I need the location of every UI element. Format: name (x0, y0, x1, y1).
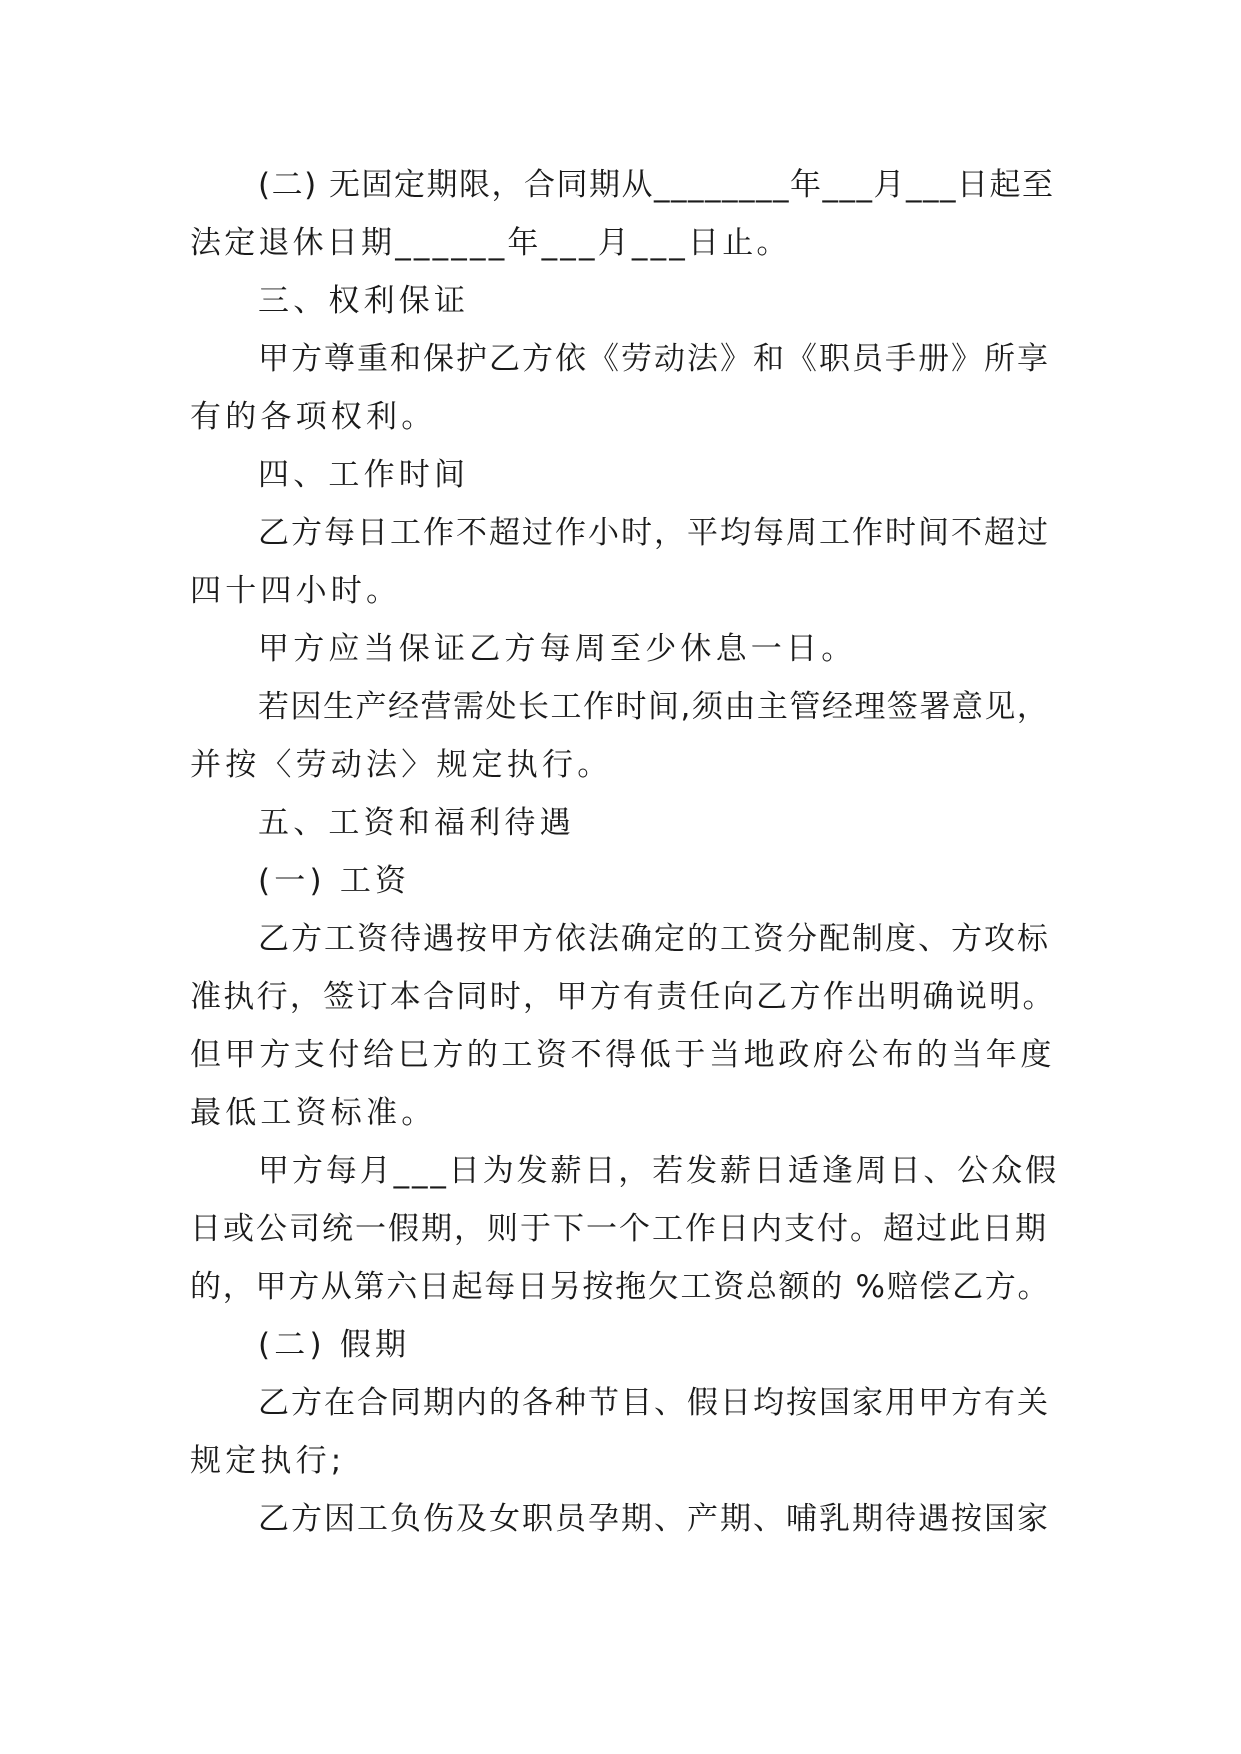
subsection-heading: (一) 工资 (258, 863, 411, 899)
paragraph-line: 乙方工资待遇按甲方依法确定的工资分配制度、方攻标 (258, 921, 1050, 957)
subsection-heading: (二) 假期 (258, 1327, 411, 1363)
paragraph-line: 甲方尊重和保护乙方依《劳动法》和《职员手册》所享 (258, 341, 1050, 377)
paragraph-line: 若因生产经营需处长工作时间,须由主管经理签署意见， (258, 689, 1050, 725)
paragraph-line: 四十四小时。 (190, 573, 402, 609)
paragraph-line: 甲方每月___日为发薪日，若发薪日适逢周日、公众假 (258, 1153, 1059, 1189)
paragraph-line: 有的各项权利。 (190, 399, 437, 435)
section-heading: 五、工资和福利待遇 (258, 805, 575, 841)
paragraph-line: 最低工资标准。 (190, 1095, 437, 1131)
paragraph-line: 日或公司统一假期，则于下一个工作日内支付。超过此日期 (190, 1211, 1048, 1247)
paragraph-line: 法定退休日期______年___月___日止。 (190, 225, 791, 261)
section-heading: 四、工作时间 (258, 457, 470, 493)
paragraph-line: 甲方应当保证乙方每周至少休息一日。 (258, 631, 857, 667)
section-heading: 三、权利保证 (258, 283, 470, 319)
paragraph-line: 准执行，签订本合同时，甲方有责任向乙方作出明确说明。 (190, 979, 1056, 1015)
paragraph-line: 规定执行; (190, 1443, 346, 1479)
paragraph-line: 并按〈劳动法〉规定执行。 (190, 747, 613, 783)
paragraph-line: 乙方因工负伤及女职员孕期、产期、哺乳期待遇按国家 (258, 1501, 1050, 1537)
paragraph-line: 的，甲方从第六日起每日另按拖欠工资总额的 %赔偿乙方。 (190, 1269, 1051, 1305)
paragraph-line: 但甲方支付给巳方的工资不得低于当地政府公布的当年度 (190, 1037, 1055, 1073)
paragraph-line: 乙方每日工作不超过作小时，平均每周工作时间不超过 (258, 515, 1050, 551)
paragraph-line: 乙方在合同期内的各种节目、假日均按国家用甲方有关 (258, 1385, 1050, 1421)
paragraph-line: (二) 无固定期限，合同期从________年___月___日起至 (258, 167, 1055, 203)
